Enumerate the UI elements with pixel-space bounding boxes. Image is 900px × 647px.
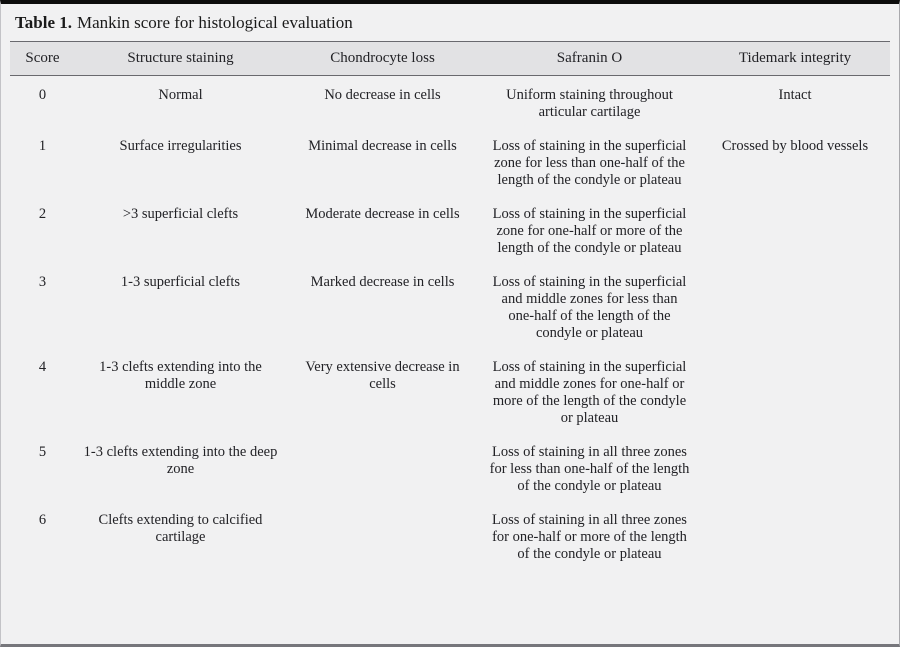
cell-safranin-o: Loss of staining in all three zones for one-half or more of the length of the condyle or plateau [492, 512, 687, 562]
cell-score: 6 [38, 512, 47, 528]
cell-score: 5 [38, 444, 47, 460]
cell-score: 1 [38, 138, 47, 154]
mankin-score-table [10, 41, 890, 571]
cell-chondrocyte-loss [286, 435, 479, 503]
table-row [10, 435, 890, 503]
cell-chondrocyte-loss: Very extensive decrease in cells [305, 359, 460, 392]
table-row [10, 129, 890, 197]
cell-safranin-o: Uniform staining throughout articular cartilage [506, 87, 673, 120]
table-caption-number: Table 1. [15, 13, 73, 32]
cell-chondrocyte-loss: Moderate decrease in cells [305, 206, 460, 222]
cell-tidemark-integrity [700, 503, 890, 571]
cell-chondrocyte-loss [286, 503, 479, 571]
cell-score: 0 [38, 87, 47, 103]
cell-safranin-o: Loss of staining in the superficial and middle zones for less than one-half of the length of the condyle or plateau [492, 274, 687, 341]
table-caption-text: Mankin score for histological evaluation [77, 13, 353, 32]
table-row [10, 503, 890, 571]
cell-safranin-o: Loss of staining in the superficial and middle zones for one-half or more of the length of the condyle or plateau [492, 359, 687, 426]
cell-structure-staining: Clefts extending to calcified cartilage [98, 512, 263, 545]
cell-tidemark-integrity [700, 265, 890, 350]
table-row [10, 76, 890, 130]
cell-tidemark-integrity: Crossed by blood vessels [721, 138, 869, 154]
table-row [10, 197, 890, 265]
column-header-tidemark-integrity: Tidemark integrity [700, 42, 890, 76]
column-header-structure-staining: Structure staining [75, 42, 286, 76]
table-header [10, 42, 890, 76]
cell-score: 4 [38, 359, 47, 375]
cell-safranin-o: Loss of staining in all three zones for less than one-half of the length of the condyle or plateau [489, 444, 690, 494]
cell-score: 3 [38, 274, 47, 290]
header-row [10, 42, 890, 76]
column-header-score: Score [10, 42, 75, 76]
table-row [10, 350, 890, 435]
cell-score: 2 [38, 206, 47, 222]
table-caption [1, 4, 899, 41]
table-row [10, 265, 890, 350]
column-header-safranin-o: Safranin O [479, 42, 700, 76]
cell-structure-staining: 1-3 clefts extending into the middle zone [99, 359, 262, 392]
cell-structure-staining: Surface irregularities [119, 138, 242, 154]
cell-structure-staining: Normal [158, 87, 203, 103]
cell-tidemark-integrity [700, 435, 890, 503]
cell-safranin-o: Loss of staining in the superficial zone for less than one-half of the length of the condyle or plateau [492, 138, 687, 188]
table-body [10, 76, 890, 572]
cell-tidemark-integrity [700, 197, 890, 265]
cell-structure-staining: 1-3 clefts extending into the deep zone [83, 444, 278, 477]
cell-tidemark-integrity [700, 350, 890, 435]
cell-structure-staining: >3 superficial clefts [122, 206, 239, 222]
cell-tidemark-integrity: Intact [778, 87, 812, 103]
cell-chondrocyte-loss: No decrease in cells [324, 87, 441, 103]
cell-chondrocyte-loss: Minimal decrease in cells [308, 138, 457, 154]
cell-safranin-o: Loss of staining in the superficial zone for one-half or more of the length of the condyle or plateau [492, 206, 687, 256]
cell-chondrocyte-loss: Marked decrease in cells [310, 274, 455, 290]
column-header-chondrocyte-loss: Chondrocyte loss [286, 42, 479, 76]
cell-structure-staining: 1-3 superficial clefts [120, 274, 241, 290]
